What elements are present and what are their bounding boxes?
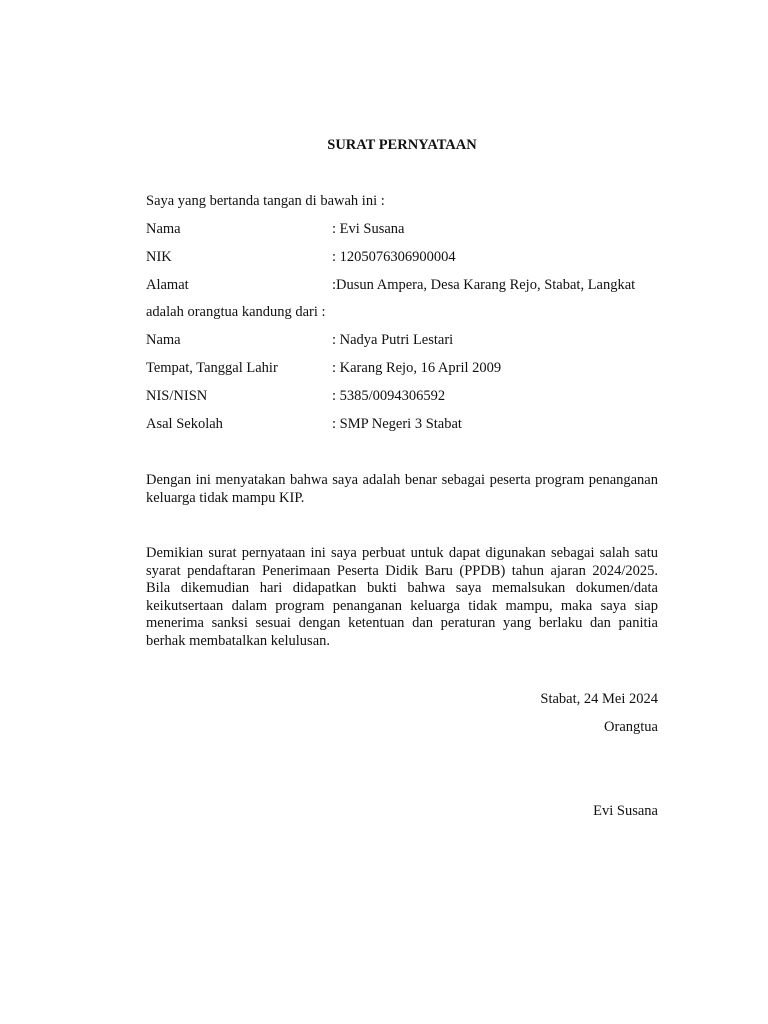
child-birth-value: : Karang Rejo, 16 April 2009: [332, 360, 502, 376]
signature-place-date: Stabat, 24 Mei 2024: [540, 691, 658, 707]
parent-address-label: Alamat: [146, 277, 189, 293]
signature-name: Evi Susana: [593, 803, 658, 819]
parent-nik-label: NIK: [146, 249, 172, 265]
parent-nik-value: : 1205076306900004: [332, 249, 456, 265]
child-name-value: : Nadya Putri Lestari: [332, 332, 454, 348]
child-birth-label: Tempat, Tanggal Lahir: [146, 360, 278, 376]
parent-name-value: : Evi Susana: [332, 221, 405, 237]
parent-address-value: :Dusun Ampera, Desa Karang Rejo, Stabat, Langkat: [332, 277, 636, 293]
document-title: SURAT PERNYATAAN: [327, 137, 477, 153]
child-intro-text: adalah orangtua kandung dari :: [146, 304, 326, 320]
signature-role: Orangtua: [604, 719, 658, 735]
parent-name-label: Nama: [146, 221, 181, 237]
child-nis-value: : 5385/0094306592: [332, 388, 446, 404]
child-school-value: : SMP Negeri 3 Stabat: [332, 416, 462, 432]
child-school-label: Asal Sekolah: [146, 416, 223, 432]
child-name-label: Nama: [146, 332, 181, 348]
intro-text: Saya yang bertanda tangan di bawah ini :: [146, 193, 385, 209]
child-nis-label: NIS/NISN: [146, 388, 208, 404]
closing-paragraph: Demikian surat pernyataan ini saya perbuat untuk dapat digunakan sebagai salah satu syarat pendaftaran Penerimaan Peserta Didik Baru (PPDB) tahun ajaran 2024/2025. Bila dikemudian hari didapatkan bukti bahwa saya memalsukan dokumen/data keikutsertaan dalam program penanganan keluarga tidak mampu, maka saya siap menerima sanksi sesuai dengan ketentuan dan peraturan yang berlaku dan panitia berhak membatalkan kelulusan.: [146, 545, 658, 649]
statement-paragraph: Dengan ini menyatakan bahwa saya adalah benar sebagai peserta program penanganan keluarga tidak mampu KIP.: [146, 472, 658, 506]
